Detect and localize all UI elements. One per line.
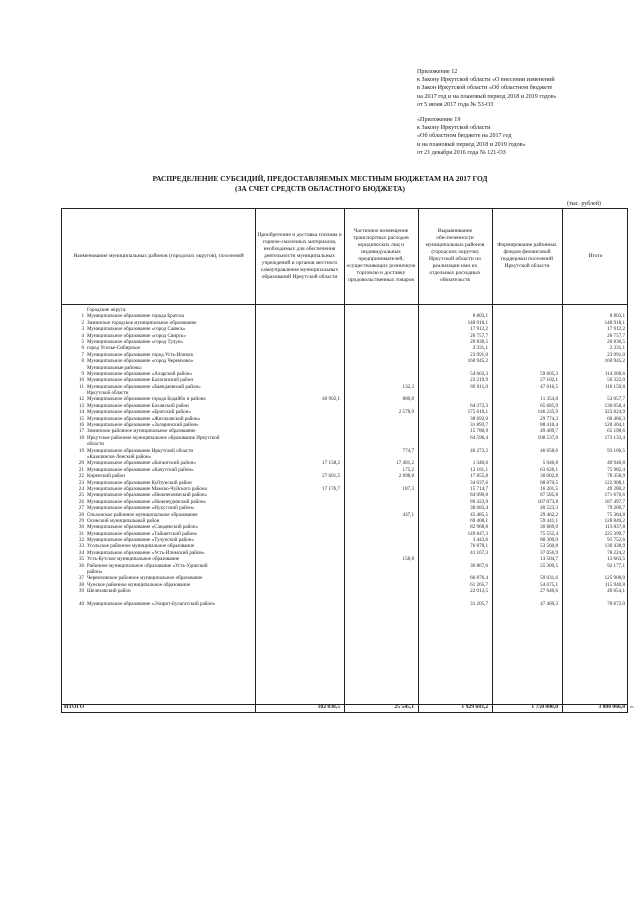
row-value: 108 537,0 [537, 434, 558, 441]
row-value: 88 309,0 [540, 537, 558, 544]
row-value: 76 878,1 [470, 543, 488, 550]
header-line: к Закону Иркутской области «О внесении изменений [417, 77, 555, 84]
row-value: 148 918,1 [467, 319, 488, 326]
header-line: от 21 декабря 2016 года № 121-ОЗ [417, 149, 506, 156]
row-value: 79 206,7 [607, 505, 625, 512]
table-body [62, 307, 627, 607]
row-name: Муниципальное образование «Слюдянский район» [87, 524, 199, 531]
header-line: на 2017 год и на плановый период 2018 и 2019 годов» [417, 93, 557, 100]
row-number: 27 [78, 505, 84, 512]
row-number: 7 [81, 351, 84, 358]
row-value: 88 870,5 [540, 479, 558, 486]
row-number: 21 [78, 466, 84, 473]
col-header-total: Итого [588, 252, 603, 259]
row-name: Муниципальное образование город Усть-Илимск [87, 351, 194, 358]
row-value: 80 423,9 [470, 498, 488, 505]
row-value: 41 167,3 [470, 549, 488, 556]
row-value: 75 552,4 [540, 530, 558, 537]
row-name: Муниципальное образование «Усть-Илимский район» [87, 549, 205, 556]
row-number: 15 [78, 415, 84, 422]
row-value: 61 265,7 [470, 581, 488, 588]
row-value: 323 824,9 [604, 409, 625, 416]
row-value: 23 991,0 [607, 351, 625, 358]
row-name: Муниципальное образование Боханский район [87, 402, 189, 409]
row-value: 93 106,5 [607, 447, 625, 454]
row-name: Муниципальное образование Мамско-Чуйского района [87, 485, 207, 492]
row-value: 437,1 [402, 511, 414, 518]
row-value: 187 497,7 [604, 498, 625, 505]
row-name: Иркутской области [87, 390, 129, 397]
row-name: Муниципальное образование Балаганский район [87, 377, 194, 384]
row-value: 160 945,2 [467, 358, 488, 365]
row-value: 122 908,1 [604, 479, 625, 486]
row-value: 75 982,4 [607, 466, 625, 473]
row-name: Зиминское городское муниципальное образование [87, 319, 197, 326]
row-number: 12 [78, 396, 84, 403]
row-value: 49 280,2 [607, 485, 625, 492]
row-value: 92 177,1 [607, 562, 625, 569]
row-value: 15 714,7 [470, 485, 488, 492]
row-number: 38 [78, 581, 84, 588]
row-value: 1 340,6 [472, 460, 488, 467]
total-value: 1 929 683,2 [461, 704, 488, 710]
row-name: Муниципальное образование «Тайшетский район» [87, 530, 198, 537]
row-value: 59 441,1 [540, 517, 558, 524]
row-value: 17 855,8 [470, 473, 488, 480]
row-number: 40 [78, 600, 84, 607]
header-line: «Об областном бюджете на 2017 год [417, 133, 512, 140]
row-name: области [87, 441, 105, 448]
row-value: 800,8 [402, 396, 414, 403]
row-value: 128 849,2 [604, 517, 625, 524]
row-value: 17 401,2 [396, 460, 414, 467]
row-value: 30 869,0 [540, 524, 558, 531]
row-value: 65 685,9 [540, 402, 558, 409]
row-value: 31 893,7 [470, 422, 488, 429]
row-value: 47 016,5 [540, 383, 558, 390]
row-name: Муниципальное образование «Нижнеилимский район» [87, 492, 208, 499]
row-value: 49 654,1 [607, 588, 625, 595]
row-value: 38 692,0 [470, 415, 488, 422]
row-number: 9 [81, 370, 84, 377]
row-value: 66 876,4 [470, 575, 488, 582]
row-number: 10 [78, 377, 84, 384]
total-value: 3 808 066,8 [598, 704, 625, 710]
row-value: 37 056,9 [540, 549, 558, 556]
row-name: Усть-Кутское муниципальное образование [87, 556, 180, 563]
row-value: 20 836,5 [607, 338, 625, 345]
row-value: 88 410,4 [540, 422, 558, 429]
row-value: 78 672,0 [607, 600, 625, 607]
row-name: Чунское районное муниципальное образование [87, 581, 191, 588]
row-value: 29 462,2 [540, 511, 558, 518]
row-value: 47 466,3 [540, 600, 558, 607]
row-value: 91 752,6 [607, 537, 625, 544]
row-value: 149 847,3 [467, 530, 488, 537]
row-name: город Усолье-Сибирское [87, 345, 141, 352]
row-value: 187,3 [402, 485, 414, 492]
row-name: Зиминское районное муниципальное образование [87, 428, 196, 435]
row-value: 20 836,5 [470, 338, 488, 345]
row-number: 16 [78, 422, 84, 429]
row-value: 29 774,3 [540, 415, 558, 422]
row-value: 69 011,0 [470, 383, 488, 390]
row-value: 22 013,5 [470, 588, 488, 595]
row-name: Муниципальное образование «город Тулун» [87, 338, 184, 345]
row-value: 40 523,3 [540, 505, 558, 512]
row-value: 31 205,7 [470, 600, 488, 607]
row-value: 27 102,1 [540, 377, 558, 384]
header-line: к Закону Иркутской области [417, 125, 491, 132]
row-number: 29 [78, 517, 84, 524]
closing-quote: ». [630, 704, 635, 710]
col-header-equalization: Выравнивание обеспеченности муниципальных районов (городских округов) Иркутской области по реализации ими их отдельных расходных обязательств [425, 228, 485, 283]
row-value: 173 133,4 [604, 434, 625, 441]
row-value: 774,7 [402, 447, 414, 454]
row-number: 34 [78, 549, 84, 556]
row-value: 132,3 [402, 383, 414, 390]
row-number: 19 [78, 447, 84, 454]
row-name: Шелеховский район [87, 588, 131, 595]
row-value: 2 898,8 [398, 473, 414, 480]
row-number: 32 [78, 537, 84, 544]
header-line: и на плановый период 2018 и 2019 годов» [417, 141, 526, 148]
row-value: 82 968,8 [470, 524, 488, 531]
col-header-fuel: Приобретение и доставка топлива и горюче-смазочных материалов, необходимых для обеспечения деятельности муниципальных учреждений и органов местного самоуправления муниципальных образований Иркутской области [257, 231, 342, 280]
row-value: 53 560,8 [540, 543, 558, 550]
row-name: Муниципальные районы: [87, 364, 143, 371]
row-value: 115 940,8 [604, 581, 625, 588]
row-value: 63 626,1 [540, 466, 558, 473]
row-name: Усольское районное муниципальное образование [87, 543, 195, 550]
row-value: 116 159,8 [604, 383, 625, 390]
row-value: 13 663,5 [607, 556, 625, 563]
row-value: 8 803,1 [609, 313, 625, 320]
row-value: 148 918,1 [604, 319, 625, 326]
row-number: 4 [81, 332, 84, 339]
row-name: Муниципальное образование города Братска [87, 313, 185, 320]
row-number: 8 [81, 358, 84, 365]
row-name: Городские округа: [87, 307, 127, 313]
row-value: 15 780,9 [470, 428, 488, 435]
header-line: от 5 июня 2017 года № 53-ОЗ [417, 101, 494, 108]
row-value: 23 991,0 [470, 351, 488, 358]
row-value: 87 585,8 [540, 492, 558, 499]
row-value: 114 268,6 [604, 370, 625, 377]
row-number: 35 [78, 556, 84, 563]
header-line: «Приложение 19 [417, 117, 461, 123]
row-value: 125 908,0 [604, 575, 625, 582]
row-value: 54 675,1 [540, 581, 558, 588]
document-title [0, 174, 640, 194]
row-value: 2 331,1 [609, 345, 625, 352]
total-value: 102 838,5 [317, 704, 340, 710]
row-value: 40 902,1 [322, 396, 340, 403]
row-number: 26 [78, 498, 84, 505]
row-value: 23 219,9 [470, 377, 488, 384]
header-line: в Закон Иркутской области «Об областном бюджете [417, 85, 553, 92]
row-value: 146 235,9 [537, 409, 558, 416]
row-name: Муниципальное образование «Тулунский район» [87, 537, 195, 544]
row-name: Ольхонское районное муниципальное образование [87, 511, 198, 518]
row-name: Районное муниципальное образование «Усть-Удинский [87, 562, 208, 569]
row-number: 5 [81, 338, 84, 345]
row-value: 53 057,7 [607, 396, 625, 403]
row-name: Муниципальное образование «город Черемхово» [87, 358, 194, 365]
row-name: Муниципальное образование Куйтунский район [87, 479, 192, 486]
row-value: 34 037,6 [470, 479, 488, 486]
row-number: 17 [78, 428, 84, 435]
row-number: 39 [78, 588, 84, 595]
row-value: 16 201,5 [540, 485, 558, 492]
row-value: 27 601,5 [322, 473, 340, 480]
row-name: Муниципальное образование «Братский район» [87, 409, 191, 416]
row-value: 65 190,6 [607, 428, 625, 435]
row-value: 59 031,6 [540, 575, 558, 582]
row-number: 2 [81, 319, 84, 326]
appendix-header [417, 68, 632, 109]
total-value: 1 750 000,0 [531, 704, 558, 710]
row-value: 26 757,7 [607, 332, 625, 339]
col-header-district-funds: Формирование районных фондов финансовой поддержки поселений Иркутской области [497, 242, 557, 269]
row-name: Черемховское районное муниципальное образование [87, 575, 203, 582]
row-value: 2 331,1 [472, 345, 488, 352]
row-value: 158,8 [402, 556, 414, 563]
row-value: 78 358,9 [607, 473, 625, 480]
row-value: 78 224,2 [607, 549, 625, 556]
row-value: 160 945,2 [604, 358, 625, 365]
row-value: 69 408,1 [470, 517, 488, 524]
row-number: 11 [79, 383, 84, 390]
total-value: 25 545,1 [394, 704, 414, 710]
row-name: Муниципальное образование «Заларинский район» [87, 422, 199, 429]
unit-label: (тыс. рублей) [567, 201, 601, 207]
row-number: 1 [81, 313, 84, 320]
row-number: 36 [78, 562, 84, 569]
row-number: 31 [78, 530, 84, 537]
row-name: Муниципальное образование города Бодайбо и района [87, 396, 206, 403]
row-number: 14 [78, 409, 84, 416]
row-name: Осинский муниципальный район [87, 517, 160, 524]
row-value: 17 158,2 [322, 460, 340, 467]
row-number: 28 [78, 511, 84, 518]
row-number: 23 [78, 479, 84, 486]
row-value: 50 322,0 [607, 377, 625, 384]
row-number: 22 [78, 473, 84, 480]
row-value: 27 640,6 [540, 588, 558, 595]
row-value: 175,2 [402, 466, 414, 473]
header-divider [62, 304, 627, 305]
row-number: 3 [81, 326, 84, 333]
row-number: 25 [78, 492, 84, 499]
row-value: 130 058,4 [604, 402, 625, 409]
row-value: 175 010,1 [467, 409, 488, 416]
row-name: Муниципальное образование Иркутской области [87, 447, 194, 454]
row-name: Муниципальное образование «Качугский район» [87, 466, 194, 473]
row-name: Иркутское районное муниципальное образование Иркутской [87, 434, 220, 441]
row-name: Муниципальное образование «Баяндаевский район» [87, 383, 201, 390]
row-value: 2 578,9 [398, 409, 414, 416]
row-value: 8 803,1 [472, 313, 488, 320]
row-value: 55 309,5 [540, 562, 558, 569]
total-row [62, 703, 627, 712]
row-name: Муниципальное образование «Эхирит-Булагатский район» [87, 600, 216, 607]
row-value: 11 354,8 [540, 396, 558, 403]
row-name: Киренский район [87, 473, 125, 480]
row-number: 18 [78, 434, 84, 441]
row-value: 130 438,9 [604, 543, 625, 550]
row-name: Муниципальное образование «Нукутский район» [87, 505, 195, 512]
header-line: Приложение 12 [417, 69, 458, 75]
row-value: 225 399,7 [604, 530, 625, 537]
row-value: 120 304,1 [604, 422, 625, 429]
row-value: 38 683,4 [470, 505, 488, 512]
row-number: 24 [78, 485, 84, 492]
row-value: 12 181,1 [470, 466, 488, 473]
row-number: 37 [78, 575, 84, 582]
row-value: 64 372,3 [470, 402, 488, 409]
row-number: 30 [78, 524, 84, 531]
row-value: 54 663,3 [470, 370, 488, 377]
row-value: 3 443,6 [472, 537, 488, 544]
subsidy-table [61, 208, 628, 713]
row-value: 75 384,8 [607, 511, 625, 518]
row-value: 40 946,8 [607, 460, 625, 467]
row-number: 6 [81, 345, 84, 352]
row-value: 107 073,8 [537, 498, 558, 505]
row-value: 45 485,5 [470, 511, 488, 518]
row-value: 36 867,6 [470, 562, 488, 569]
row-value: 17 912,2 [470, 326, 488, 333]
table-row [62, 601, 627, 607]
row-number: 33 [78, 543, 84, 550]
row-name: Муниципальное образование «город Свирск» [87, 332, 186, 339]
row-value: 13 504,7 [540, 556, 558, 563]
row-value: 26 757,7 [470, 332, 488, 339]
total-label: ИТОГО [64, 704, 85, 710]
row-value: 49 409,7 [540, 428, 558, 435]
row-value: 30 002,8 [540, 473, 558, 480]
row-name: Муниципальное образование «Аларский район» [87, 370, 193, 377]
row-name: Муниципальное образование «Катангский район» [87, 460, 196, 467]
row-value: 84 090,8 [470, 492, 488, 499]
row-value: 46 058,6 [540, 447, 558, 454]
row-value: 68 466,3 [607, 415, 625, 422]
title-line-2: (ЗА СЧЕТ СРЕДСТВ ОБЛАСТНОГО БЮДЖЕТА) [235, 184, 405, 193]
row-name: Муниципальное образование «Жигаловский район» [87, 415, 201, 422]
row-value: 17 176,7 [322, 485, 340, 492]
col-header-transport: Частичное возмещение транспортных расходов юридических лиц и индивидуальных предпринимателей, осуществляющих розничную торговлю и доставку продовольственных товаров [346, 228, 416, 283]
row-value: 59 605,3 [540, 370, 558, 377]
row-name: «Казачинско-Ленский район» [87, 453, 152, 460]
row-value: 113 837,8 [604, 524, 625, 531]
appendix-header-original [417, 116, 632, 157]
col-header-name: Наименование муниципальных районов (городских округов), поселений [73, 252, 244, 259]
row-name: Муниципальное образование «Нижнеудинский район» [87, 498, 207, 505]
row-name: район» [87, 569, 103, 576]
row-number: 20 [78, 460, 84, 467]
title-line-1: РАСПРЕДЕЛЕНИЕ СУБСИДИЙ, ПРЕДОСТАВЛЯЕМЫХ МЕСТНЫМ БЮДЖЕТАМ НА 2017 ГОД [152, 174, 488, 183]
row-value: 64 596,4 [470, 434, 488, 441]
row-value: 5 046,8 [542, 460, 558, 467]
row-value: 17 912,2 [607, 326, 625, 333]
row-value: 46 273,2 [470, 447, 488, 454]
row-number: 13 [78, 402, 84, 409]
row-value: 171 676,6 [604, 492, 625, 499]
row-name: Муниципальное образование «город Саянск» [87, 326, 186, 333]
